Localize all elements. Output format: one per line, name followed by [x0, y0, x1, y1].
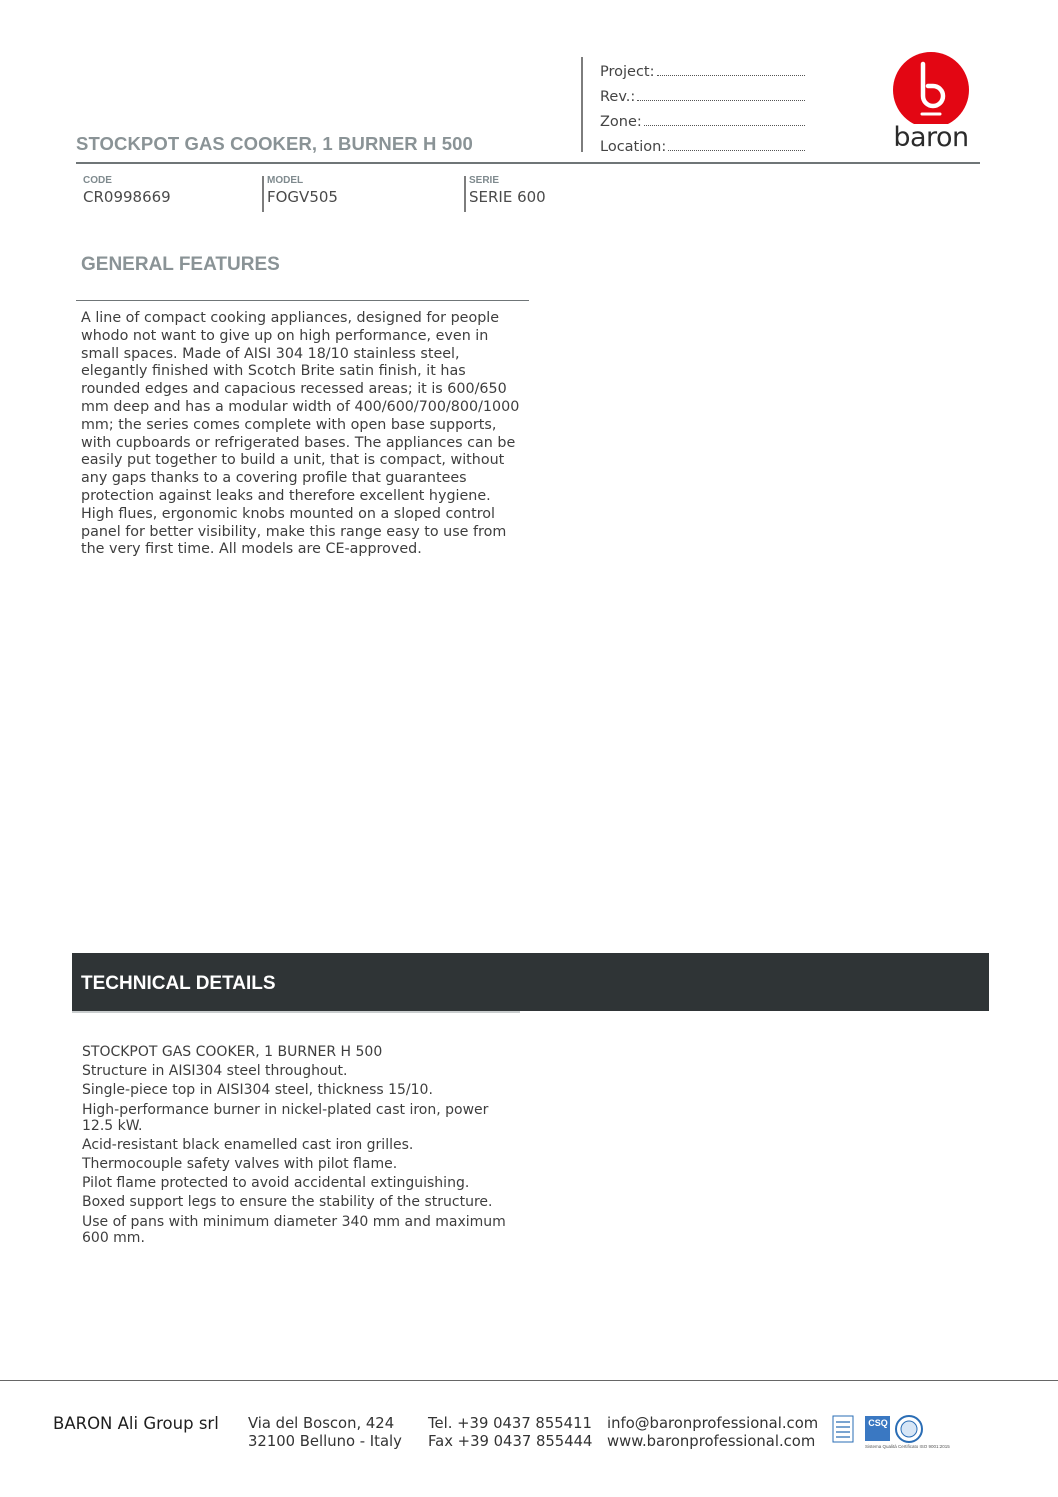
- footer-rule: [0, 1380, 1058, 1381]
- header-divider: [581, 57, 583, 152]
- list-item: Acid-resistant black enamelled cast iron grilles.: [82, 1136, 414, 1153]
- serie-value: SERIE 600: [469, 188, 546, 206]
- rev-field[interactable]: Rev.:: [600, 80, 810, 105]
- meta-divider: [464, 176, 466, 212]
- baron-logo-icon: [890, 52, 972, 124]
- project-fields: [600, 55, 810, 155]
- fax-text: Fax +39 0437 855444: [428, 1432, 593, 1450]
- code-value: CR0998669: [83, 188, 171, 206]
- cert-caption: Sistema Qualità Certificato ISO 9001:2015: [865, 1444, 950, 1449]
- meta-divider: [262, 176, 264, 212]
- footer-address: [248, 1415, 402, 1450]
- list-item: STOCKPOT GAS COOKER, 1 BURNER H 500: [82, 1044, 383, 1060]
- model-value: FOGV505: [267, 188, 338, 206]
- certification-icon: [832, 1414, 952, 1444]
- cert-badge: CSQ: [868, 1418, 888, 1428]
- list-item: Pilot flame protected to avoid accidental extinguishing.: [82, 1175, 470, 1192]
- location-field[interactable]: Location:: [600, 130, 810, 155]
- general-features-text: A line of compact cooking appliances, designed for people whodo not want to give up on high performance, even in small spaces. Made of AISI 304 18/10 stainless steel, elegantly finished with Scotch Brite satin finish, it has rounded edges and capacious recessed areas; it is 600/650 mm deep and has a modular width of 400/600/700/800/1000 mm; the series comes complete with open base supports, with cupboards or refrigerated bases. The appliances can be easily put together to build a unit, that is compact, without any gaps thanks to a covering profile that guarantees protection against leaks and therefore excellent hygiene. High flues, ergonomic knobs mounted on a sloped control panel for better visibility, make this range easy to use from the very first time. All models are CE-approved.: [81, 310, 520, 558]
- code-label: CODE: [83, 175, 112, 186]
- list-item: Single-piece top in AISI304 steel, thickness 15/10.: [82, 1082, 433, 1099]
- zone-field[interactable]: Zone:: [600, 105, 810, 130]
- certification-logos: [832, 1414, 952, 1454]
- brand-name: baron: [893, 122, 969, 153]
- code-block: [83, 175, 171, 206]
- website-link[interactable]: www.baronprofessional.com: [607, 1432, 816, 1450]
- footer-phone: [428, 1415, 592, 1450]
- serie-label: SERIE: [469, 175, 500, 186]
- list-item: Thermocouple safety valves with pilot flame.: [82, 1155, 398, 1172]
- list-item: High-performance burner in nickel-plated cast iron, power 12.5 kW.: [82, 1101, 489, 1134]
- footer-contact: [607, 1415, 818, 1450]
- technical-details-heading: TECHNICAL DETAILS: [81, 973, 276, 994]
- email-link[interactable]: info@baronprofessional.com: [607, 1415, 819, 1432]
- footer-company: BARON Ali Group srl: [53, 1414, 219, 1433]
- header-rule: [76, 162, 980, 164]
- list-item: Boxed support legs to ensure the stability of the structure.: [82, 1194, 493, 1211]
- address-line: Via del Boscon, 424: [248, 1415, 395, 1432]
- baron-logo: [890, 52, 972, 153]
- serie-block: [469, 175, 546, 206]
- technical-details-list: [82, 1044, 522, 1249]
- address-line: 32100 Belluno - Italy: [248, 1432, 402, 1450]
- project-field[interactable]: Project:: [600, 55, 810, 80]
- model-label: MODEL: [267, 175, 304, 186]
- technical-details-underline: [72, 1011, 520, 1013]
- general-features-rule: [76, 300, 529, 301]
- tel-text: Tel. +39 0437 855411: [428, 1415, 592, 1432]
- general-features-heading: GENERAL FEATURES: [81, 254, 280, 275]
- product-title: STOCKPOT GAS COOKER, 1 BURNER H 500: [76, 133, 473, 154]
- model-block: [267, 175, 338, 206]
- list-item: Use of pans with minimum diameter 340 mm and maximum 600 mm.: [82, 1213, 506, 1246]
- list-item: Structure in AISI304 steel throughout.: [82, 1063, 348, 1080]
